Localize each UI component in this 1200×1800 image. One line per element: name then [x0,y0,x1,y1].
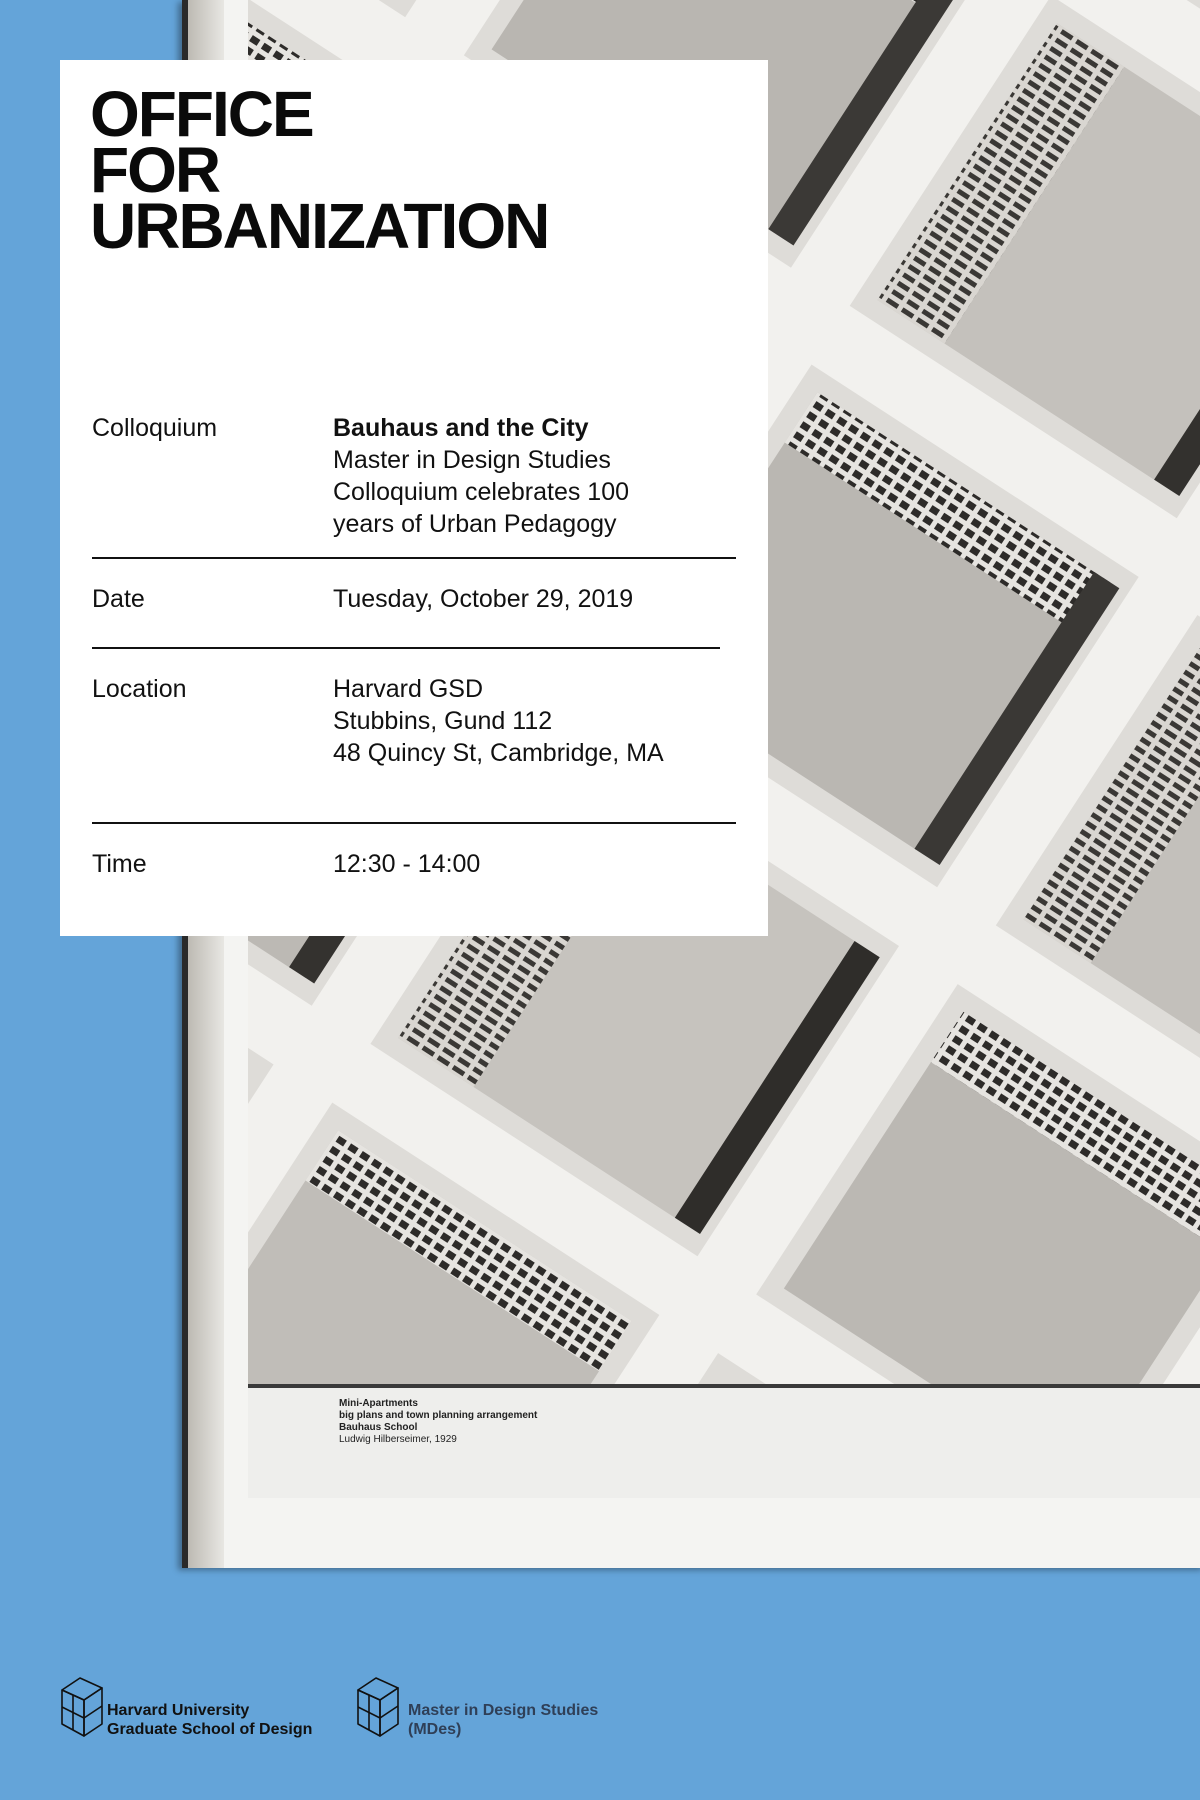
caption-line: big plans and town planning arrangement [339,1410,538,1421]
divider [92,647,720,649]
row-value [333,848,733,880]
caption-line: Ludwig Hilberseimer, 1929 [339,1434,457,1445]
date-row [92,583,736,617]
divider [92,557,736,559]
value-line: 12:30 - 14:00 [333,850,481,878]
caption-line: Bauhaus School [339,1422,418,1433]
value-line: Tuesday, October 29, 2019 [333,585,634,613]
mdes-logo[interactable] [356,1676,676,1738]
colloquium-row [92,412,736,538]
divider [92,822,736,824]
location-row [92,673,736,773]
harvard-gsd-icon [60,1676,104,1738]
time-row [92,848,736,882]
drawing-caption [339,1398,537,1446]
org-title-line: OFFICE [90,78,313,150]
harvard-gsd-logo[interactable] [60,1676,340,1738]
row-label: Location [92,675,187,703]
value-line: 48 Quincy St, Cambridge, MA [333,739,664,767]
logo-line: (MDes) [408,1721,462,1738]
logo-line: Graduate School of Design [107,1721,313,1738]
org-title-line: URBANIZATION [90,190,549,262]
logo-text [408,1701,598,1739]
value-line: Colloquium celebrates 100 [333,478,630,506]
row-label: Date [92,585,145,613]
org-title [90,78,549,262]
harvard-gsd-icon [356,1676,400,1738]
row-label: Time [92,850,147,878]
caption-line: Mini-Apartments [339,1398,418,1409]
logo-line: Harvard University [107,1702,250,1719]
value-line: years of Urban Pedagogy [333,510,617,538]
org-title-line: FOR [90,134,220,206]
value-line: Stubbins, Gund 112 [333,707,553,735]
info-card [60,60,768,936]
value-line: Master in Design Studies [333,446,611,474]
row-value [333,673,733,769]
logo-line: Master in Design Studies [408,1702,599,1719]
row-label: Colloquium [92,414,218,442]
row-value [333,412,733,540]
row-value [333,583,733,615]
logo-text [107,1701,312,1739]
event-title: Bauhaus and the City [333,414,589,442]
value-line: Harvard GSD [333,675,484,703]
